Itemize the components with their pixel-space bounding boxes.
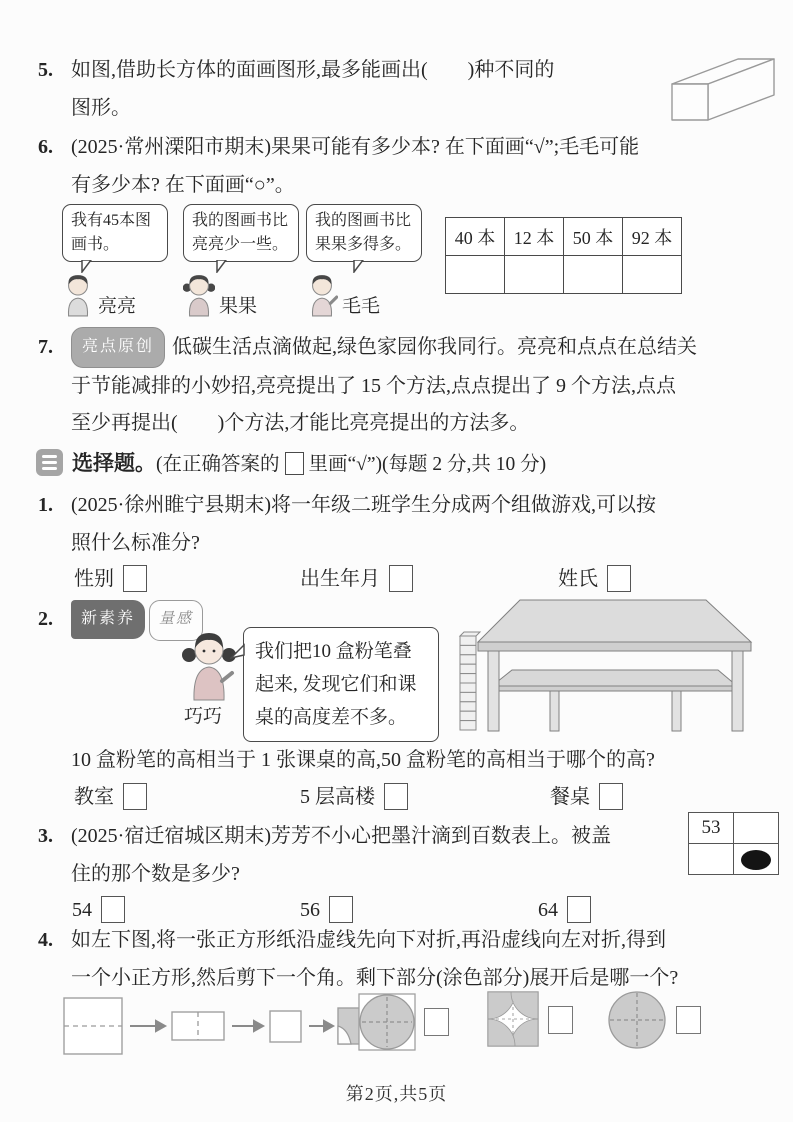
speech-bubble <box>62 204 168 262</box>
option-c-figure <box>608 990 668 1052</box>
book-count-table <box>445 217 682 294</box>
speech-bubble <box>183 204 299 262</box>
answer-cell[interactable] <box>446 256 505 294</box>
speech-text: 我们把10 盒粉笔叠起来, 发现它们和课桌的高度差不多。 <box>255 641 417 728</box>
choice-option <box>550 780 623 814</box>
question-number: 2. <box>38 608 53 630</box>
answer-checkbox[interactable] <box>329 896 353 923</box>
question-number: 3. <box>38 825 53 847</box>
boy-waving-avatar-icon <box>306 273 338 317</box>
question-line: 照什么标准分? <box>71 531 200 554</box>
option-a-figure <box>356 992 418 1054</box>
section-header <box>36 447 546 477</box>
answer-checkbox[interactable] <box>676 1006 701 1034</box>
table-row <box>446 218 682 256</box>
option-label: 56 <box>300 899 320 921</box>
fold-sequence-figure <box>60 992 378 1064</box>
question-7 <box>38 327 780 443</box>
choice-question-4 <box>38 922 780 997</box>
bubble-tail-icon <box>351 260 367 273</box>
quantity-sense-badge: 量感 <box>149 600 203 641</box>
question-line: 一个小正方形,然后剪下一个角。剩下部分(涂色部分)展开后是哪一个? <box>71 966 679 989</box>
choice-question-2-continued <box>38 742 780 820</box>
question-line: 至少再提出( )个方法,才能比亮亮提出的方法多。 <box>71 412 530 434</box>
choice-option <box>558 562 631 596</box>
question-line: 10 盒粉笔的高相当于 1 张课桌的高,50 盒粉笔的高相当于哪个的高? <box>71 749 655 771</box>
choice-option <box>74 562 147 596</box>
answer-checkbox[interactable] <box>101 896 125 923</box>
question-text: (2025·徐州睢宁县期末)将一年级二班学生分成两个组做游戏,可以按 <box>71 494 656 516</box>
speaker-name: 果果 <box>219 296 258 317</box>
answer-cell[interactable] <box>505 256 564 294</box>
question-number: 5. <box>38 59 53 81</box>
answer-checkbox[interactable] <box>123 783 147 810</box>
speech-text: 我有45本图画书。 <box>71 212 152 253</box>
choice-option <box>300 780 408 814</box>
table-row <box>446 256 682 294</box>
desk-and-chalk-figure <box>446 596 764 738</box>
speaker-liangliang <box>62 204 178 317</box>
table-header-cell: 50 本 <box>564 218 623 256</box>
question-text: (2025·常州溧阳市期末)果果可能有多少本? 在下面画“√”;毛毛可能 <box>71 136 640 158</box>
question-text: 低碳生活点滴做起,绿色家园你我同行。亮亮和点点在总结关 <box>172 336 698 358</box>
answer-cell[interactable] <box>623 256 682 294</box>
table-header-cell: 92 本 <box>623 218 682 256</box>
speech-bubble <box>306 204 422 262</box>
option-label: 教室 <box>74 785 114 808</box>
section-note-suffix: 里画“√”)(每题 2 分,共 10 分) <box>308 454 547 475</box>
speech-text: 我的图画书比亮亮少一些。 <box>192 212 289 253</box>
option-label: 餐桌 <box>550 785 590 808</box>
speaker-maomao <box>306 204 432 317</box>
question-line: 图形。 <box>71 96 131 119</box>
option-b-figure <box>486 990 542 1052</box>
question-number: 1. <box>38 494 53 516</box>
fold-step-3 <box>270 1011 301 1042</box>
option-label: 性别 <box>74 568 114 590</box>
question-line <box>38 129 780 167</box>
answer-checkbox[interactable] <box>548 1006 573 1034</box>
new-literacy-badge: 新素养 <box>71 600 145 639</box>
options-row <box>38 780 780 820</box>
question-text: (2025·宿迁宿城区期末)芳芳不小心把墨汁滴到百数表上。被盖 <box>71 825 611 847</box>
section-note <box>156 448 546 476</box>
answer-checkbox[interactable] <box>607 565 631 592</box>
answer-cell[interactable] <box>564 256 623 294</box>
girl-avatar-icon <box>183 273 215 317</box>
question-text: 如左下图,将一张正方形纸沿虚线先向下对折,再沿虚线向左对折,得到 <box>71 929 666 951</box>
speaker-guoguo <box>183 204 309 317</box>
speaker-name: 毛毛 <box>342 296 381 317</box>
bubble-tail-icon <box>79 260 95 273</box>
option-label: 5 层高楼 <box>300 785 375 808</box>
ink-blot-icon <box>741 850 771 870</box>
answer-checkbox[interactable] <box>384 783 408 810</box>
section-note-prefix: (在正确答案的 <box>156 454 280 475</box>
answer-box-icon <box>285 452 304 475</box>
answer-checkbox[interactable] <box>123 565 147 592</box>
cuboid-image <box>664 52 784 126</box>
speaker-name: 巧巧 <box>184 706 223 727</box>
arrow-icon <box>130 1021 333 1031</box>
option-label: 54 <box>72 899 92 921</box>
question-line <box>38 327 780 368</box>
question-line <box>38 487 780 525</box>
speaker-name: 亮亮 <box>98 296 137 317</box>
table-row <box>689 813 779 844</box>
answer-checkbox[interactable] <box>424 1008 449 1036</box>
question-number: 4. <box>38 929 53 951</box>
question-line: 于节能减排的小妙招,亮亮提出了 15 个方法,点点提出了 9 个方法,点点 <box>71 374 676 397</box>
choice-option <box>300 562 413 596</box>
speech-bubble <box>243 627 439 742</box>
choice-question-1 <box>38 487 780 602</box>
choice-question-3 <box>38 818 780 933</box>
answer-checkbox[interactable] <box>599 783 623 810</box>
question-number: 6. <box>38 136 53 158</box>
hundred-chart-fragment <box>688 812 779 875</box>
original-highlight-badge: 亮点原创 <box>71 327 165 368</box>
grid-cell <box>734 844 779 875</box>
question-line <box>38 818 780 856</box>
answer-checkbox[interactable] <box>389 565 413 592</box>
page-footer: 第2页,共5页 <box>345 1084 448 1104</box>
question-number: 7. <box>38 336 53 358</box>
option-label: 64 <box>538 899 558 921</box>
question-line: 住的那个数是多少? <box>71 862 240 885</box>
section-title: 选择题。 <box>72 451 156 475</box>
table-header-cell: 12 本 <box>505 218 564 256</box>
question-line <box>38 922 780 960</box>
bubble-tail-icon <box>230 643 245 661</box>
boy-avatar-icon <box>62 273 94 317</box>
question-text: 如图,借助长方体的面画图形,最多能画出( )种不同的 <box>71 59 555 81</box>
speech-text: 我的图画书比果果多得多。 <box>315 212 412 253</box>
option-label: 出生年月 <box>300 568 380 590</box>
question-6 <box>38 129 780 204</box>
option-label: 姓氏 <box>558 568 598 590</box>
grid-cell <box>689 844 734 875</box>
grid-cell <box>734 813 779 844</box>
chalk-stack-figure <box>460 632 480 730</box>
question-line: 有多少本? 在下面画“○”。 <box>71 173 295 196</box>
table-row <box>689 844 779 875</box>
answer-checkbox[interactable] <box>567 896 591 923</box>
desk-figure <box>478 600 751 731</box>
girl-qiaoqiao-avatar-icon <box>180 629 238 701</box>
section-three-icon <box>36 449 63 476</box>
choice-option <box>74 780 147 814</box>
grid-cell: 53 <box>689 813 734 844</box>
table-header-cell: 40 本 <box>446 218 505 256</box>
bubble-tail-icon <box>214 260 230 273</box>
